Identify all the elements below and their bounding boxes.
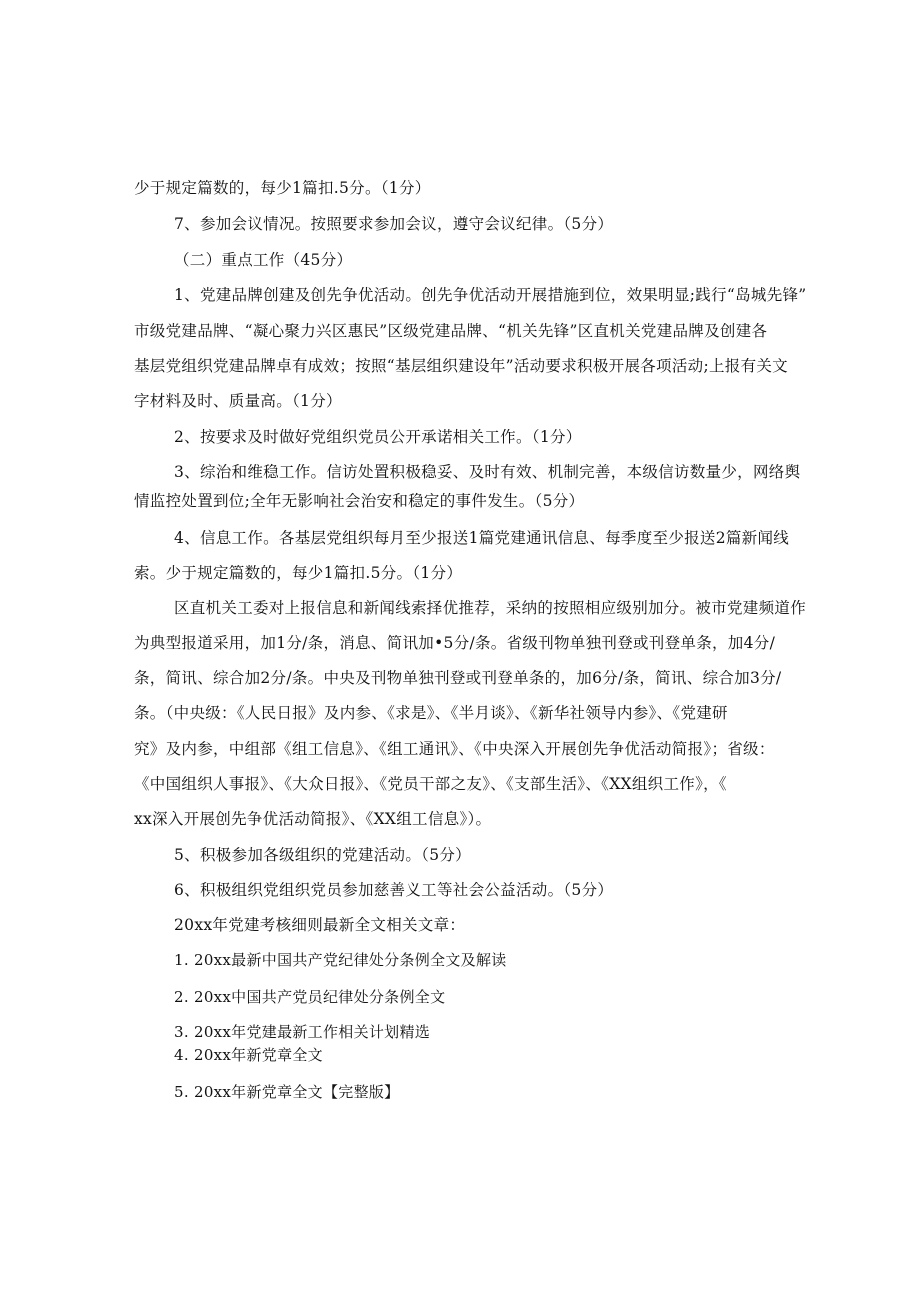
item-2-pledge: 2、按要求及时做好党组织党员公开承诺相关工作。（1分） bbox=[174, 428, 582, 446]
paragraph-line: 字材料及时、质量高。（1分） bbox=[134, 392, 342, 410]
paragraph-line: 索。少于规定篇数的，每少1篇扣.5分。（1分） bbox=[134, 564, 463, 582]
paragraph-line: 究》及内参，中组部《组工信息》、《组工通讯》、《中央深入开展创先争优活动简报》；省级： bbox=[134, 740, 775, 758]
related-article-link[interactable]: 4. 20xx年新党章全文 bbox=[174, 1046, 323, 1064]
paragraph-line: 条。（中央级：《人民日报》及内参、《求是》、《半月谈》、《新华社领导内参》、《党建研 bbox=[134, 704, 728, 722]
item-6-charity: 6、积极组织党组织党员参加慈善义工等社会公益活动。（5分） bbox=[174, 881, 614, 899]
item-1-brand: 1、党建品牌创建及创先争优活动。创先争优活动开展措施到位，效果明显;践行“岛城先锋” bbox=[174, 286, 807, 304]
paragraph-line: 《中国组织人事报》、《大众日报》、《党员干部之友》、《支部生活》、《XX组织工作》，《 bbox=[134, 775, 727, 793]
related-article-link[interactable]: 3. 20xx年党建最新工作相关计划精选 bbox=[174, 1023, 431, 1041]
item-5-activities: 5、积极参加各级组织的党建活动。（5分） bbox=[174, 846, 471, 864]
paragraph-line: 少于规定篇数的，每少1篇扣.5分。（1分） bbox=[134, 179, 431, 197]
paragraph-line: 情监控处置到位;全年无影响社会治安和稳定的事件发生。（5分） bbox=[134, 492, 585, 510]
item-4-information: 4、信息工作。各基层党组织每月至少报送1篇党建通讯信息、每季度至少报送2篇新闻线 bbox=[174, 529, 790, 547]
paragraph-line: 市级党建品牌、“凝心聚力兴区惠民”区级党建品牌、“机关先锋”区直机关党建品牌及创建各 bbox=[134, 322, 768, 340]
paragraph-bonus: 区直机关工委对上报信息和新闻线索择优推荐，采纳的按照相应级别加分。被市党建频道作 bbox=[174, 599, 807, 617]
paragraph-line: 条，简讯、综合加2分/条。中央及刊物单独刊登或刊登单条的，加6分/条，简讯、综合加3分/ bbox=[134, 669, 782, 687]
paragraph-line: xx深入开展创先争优活动简报》、《XX组工信息》）。 bbox=[134, 810, 492, 828]
related-article-link[interactable]: 2. 20xx中国共产党员纪律处分条例全文 bbox=[174, 988, 446, 1006]
related-article-link[interactable]: 1. 20xx最新中国共产党纪律处分条例全文及解读 bbox=[174, 951, 507, 969]
item-7-meeting: 7、参加会议情况。按照要求参加会议，遵守会议纪律。（5分） bbox=[174, 215, 614, 233]
paragraph-line: 为典型报道采用，加1分/条，消息、简讯加•5分/条。省级刊物单独刊登或刊登单条，加4分/ bbox=[134, 634, 776, 652]
section-heading-key-work: （二）重点工作（45分） bbox=[174, 251, 353, 269]
related-articles-heading: 20xx年党建考核细则最新全文相关文章： bbox=[174, 916, 466, 934]
paragraph-line: 基层党组织党建品牌卓有成效；按照“基层组织建设年”活动要求积极开展各项活动;上报有关文 bbox=[134, 357, 788, 375]
related-article-link[interactable]: 5. 20xx年新党章全文【完整版】 bbox=[174, 1083, 400, 1101]
item-3-stability: 3、综治和维稳工作。信访处置积极稳妥、及时有效、机制完善，本级信访数量少，网络舆 bbox=[174, 463, 801, 481]
